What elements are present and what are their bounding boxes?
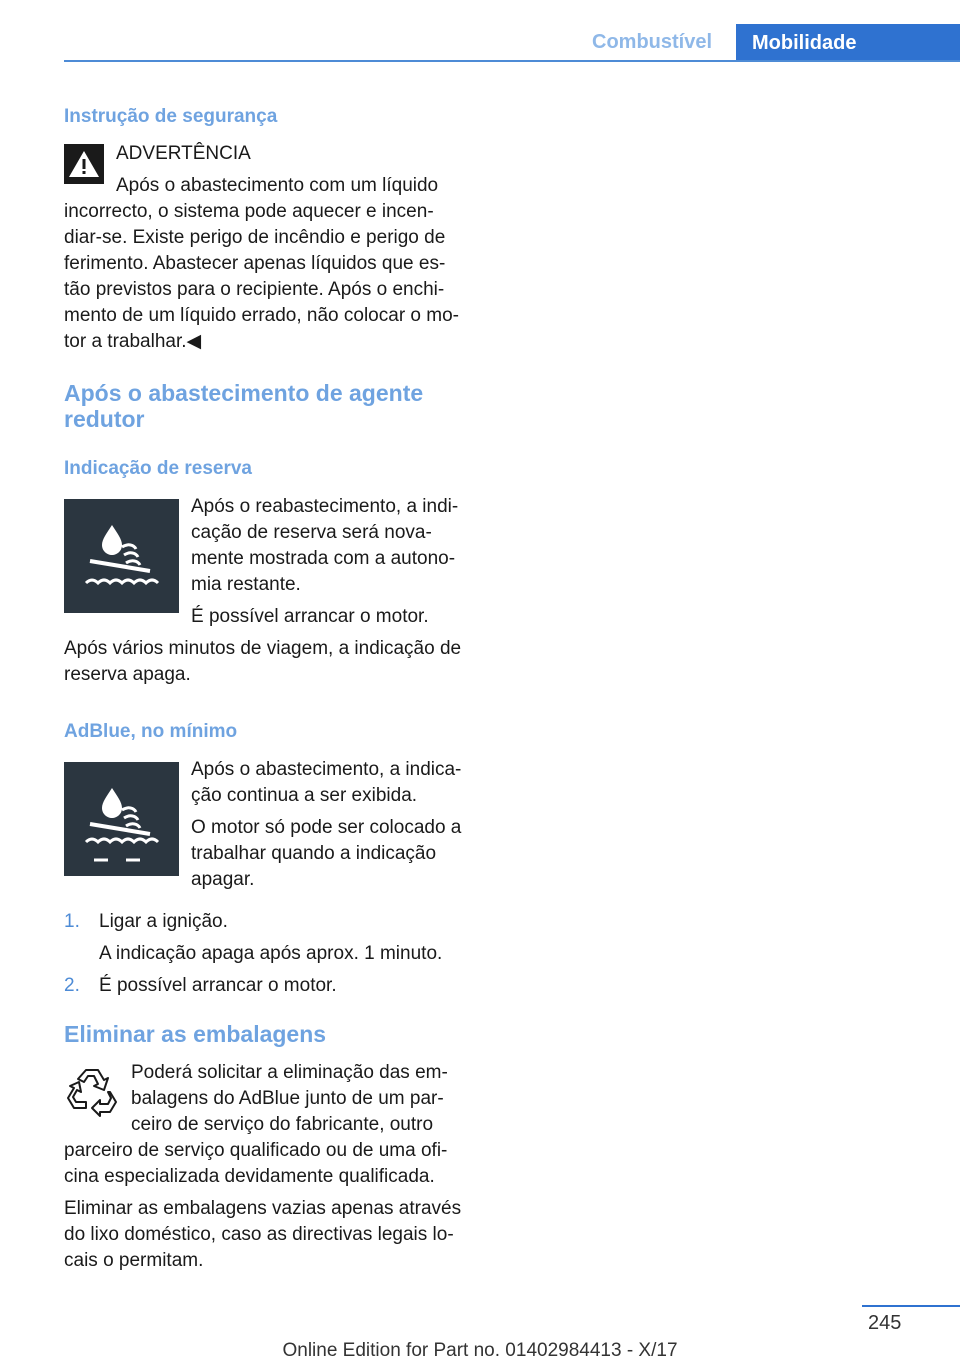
page-number: 245 (868, 1312, 902, 1334)
reserve-line-3: mente mostrada com a autono‐ (191, 548, 456, 569)
after-refill-heading-2: redutor (64, 406, 145, 432)
disposal-line-3: ceiro de serviço do fabricante, outro (131, 1114, 434, 1135)
warning-line-5: tão previstos para o recipiente. Após o enchi‐ (64, 279, 445, 300)
minimum-line-1: Após o abastecimento, a indica‐ (191, 759, 462, 780)
minimum-heading: AdBlue, no mínimo (64, 721, 238, 742)
footer-rule (862, 1305, 960, 1307)
header-rule (64, 60, 960, 62)
step-2-number: 2. (64, 975, 80, 996)
warning-line-2: incorrecto, o sistema pode aquecer e incen‐ (64, 201, 434, 222)
adblue-minimum-icon (64, 762, 179, 876)
footer-edition: Online Edition for Part no. 01402984413 - X/17 (282, 1340, 678, 1361)
disposal-line-7: do lixo doméstico, caso as directivas legais lo‐ (64, 1224, 454, 1245)
step-1-number: 1. (64, 911, 80, 932)
minimum-line-5: apagar. (191, 869, 255, 890)
step-2-text: É possível arrancar o motor. (99, 975, 337, 996)
minimum-line-3: O motor só pode ser colocado a (191, 817, 462, 838)
recycle-icon (64, 1062, 120, 1118)
disposal-heading: Eliminar as embalagens (64, 1021, 327, 1047)
after-refill-heading-1: Após o abastecimento de agente (64, 380, 424, 406)
warning-line-1: Após o abastecimento com um líquido (116, 175, 439, 196)
reserve-line-2: cação de reserva será nova‐ (191, 522, 432, 543)
reserve-start-line: É possível arrancar o motor. (191, 606, 429, 627)
disposal-line-5: cina especializada devidamente qualificada. (64, 1166, 435, 1187)
disposal-line-6: Eliminar as embalagens vazias apenas através (64, 1198, 462, 1219)
warning-line-7: tor a trabalhar.◀ (64, 331, 202, 352)
warning-line-3: diar-se. Existe perigo de incêndio e perigo de (64, 227, 446, 248)
reserve-after-line-2: reserva apaga. (64, 664, 191, 685)
reserve-line-4: mia restante. (191, 574, 301, 595)
reserve-heading: Indicação de reserva (64, 458, 252, 479)
warning-line-4: ferimento. Abastecer apenas líquidos que es‐ (64, 253, 446, 274)
minimum-line-2: ção continua a ser exibida. (191, 785, 418, 806)
tab-combustivel[interactable]: Combustível (592, 31, 713, 53)
disposal-line-2: balagens do AdBlue junto de um par‐ (131, 1088, 444, 1109)
adblue-reserve-icon (64, 499, 179, 613)
step-1-text: Ligar a ignição. (99, 911, 228, 932)
reserve-after-line-1: Após vários minutos de viagem, a indicação de (64, 638, 462, 659)
minimum-line-4: trabalhar quando a indicação (191, 843, 437, 864)
disposal-line-4: parceiro de serviço qualificado ou de uma ofi‐ (64, 1140, 448, 1161)
warning-title: ADVERTÊNCIA (116, 143, 251, 164)
tab-mobilidade[interactable]: Mobilidade (736, 24, 960, 62)
reserve-line-1: Após o reabastecimento, a indi‐ (191, 496, 459, 517)
step-1-sub: A indicação apaga após aprox. 1 minuto. (99, 943, 443, 964)
safety-heading: Instrução de segurança (64, 106, 278, 127)
warning-line-6: mento de um líquido errado, não colocar o mo‐ (64, 305, 459, 326)
disposal-line-1: Poderá solicitar a eliminação das em‐ (131, 1062, 448, 1083)
warning-triangle-icon (64, 144, 104, 184)
disposal-line-8: cais o permitam. (64, 1250, 204, 1271)
